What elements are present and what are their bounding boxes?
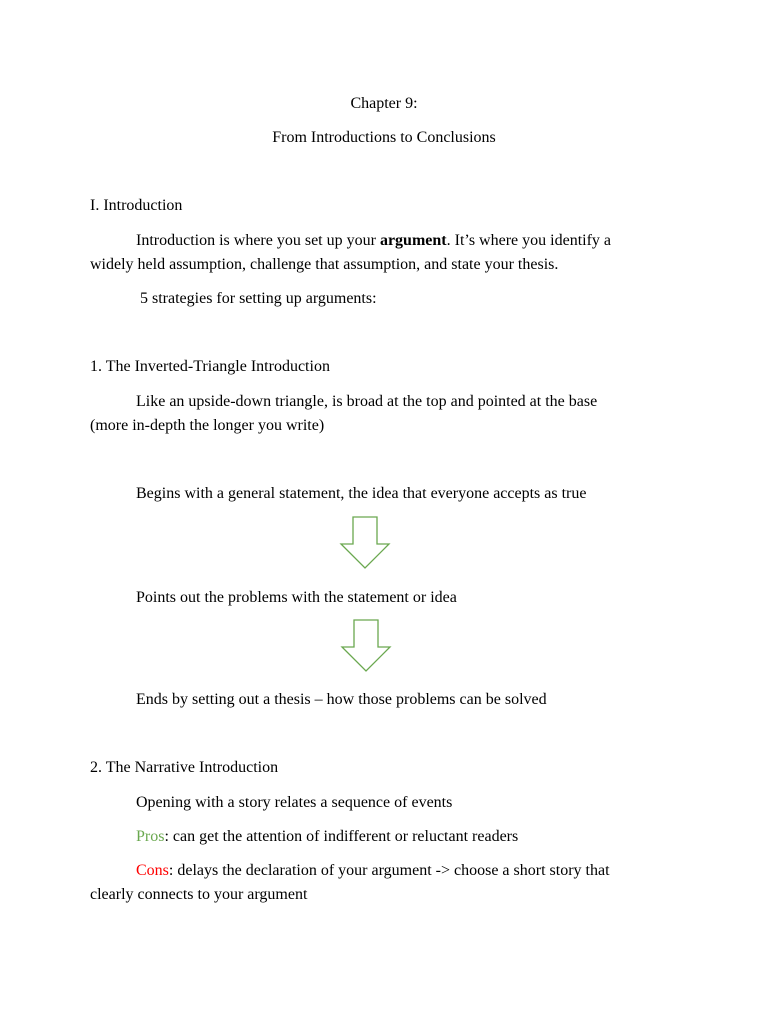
- pros-text: : can get the attention of indifferent or reluctant readers: [164, 828, 519, 845]
- triangle-step-3: Ends by setting out a thesis – how those problems can be solved: [136, 691, 547, 708]
- intro-text-bold: argument: [379, 232, 447, 249]
- strategies-line: 5 strategies for setting up arguments:: [140, 290, 377, 307]
- triangle-desc-line2: (more in-depth the longer you write): [90, 417, 325, 434]
- section-heading-introduction: I. Introduction: [90, 197, 183, 214]
- triangle-step-1: Begins with a general statement, the idea that everyone accepts as true: [136, 485, 587, 502]
- triangle-desc-line1: Like an upside-down triangle, is broad at the top and pointed at the base: [136, 393, 598, 410]
- cons-text: : delays the declaration of your argument -> choose a short story that: [168, 862, 610, 879]
- narrative-cons-line2: clearly connects to your argument: [90, 886, 308, 903]
- pros-label: Pros: [136, 828, 165, 845]
- triangle-step-2: Points out the problems with the statement or idea: [136, 589, 457, 606]
- intro-paragraph-line2: widely held assumption, challenge that assumption, and state your thesis.: [90, 256, 559, 273]
- intro-text-post: . It’s where you identify a: [446, 232, 612, 249]
- down-arrow-icon: [339, 516, 391, 570]
- section-heading-inverted-triangle: 1. The Inverted-Triangle Introduction: [90, 358, 330, 375]
- cons-label: Cons: [136, 862, 169, 879]
- down-arrow-icon: [340, 619, 392, 673]
- page-title: From Introductions to Conclusions: [272, 129, 496, 146]
- intro-text-pre: Introduction is where you set up your: [136, 232, 380, 249]
- narrative-desc: Opening with a story relates a sequence of events: [136, 794, 453, 811]
- narrative-cons: [136, 859, 610, 883]
- chapter-label: Chapter 9:: [350, 95, 418, 112]
- intro-paragraph-line1: [136, 229, 611, 253]
- section-heading-narrative: 2. The Narrative Introduction: [90, 759, 279, 776]
- narrative-pros: [136, 825, 518, 849]
